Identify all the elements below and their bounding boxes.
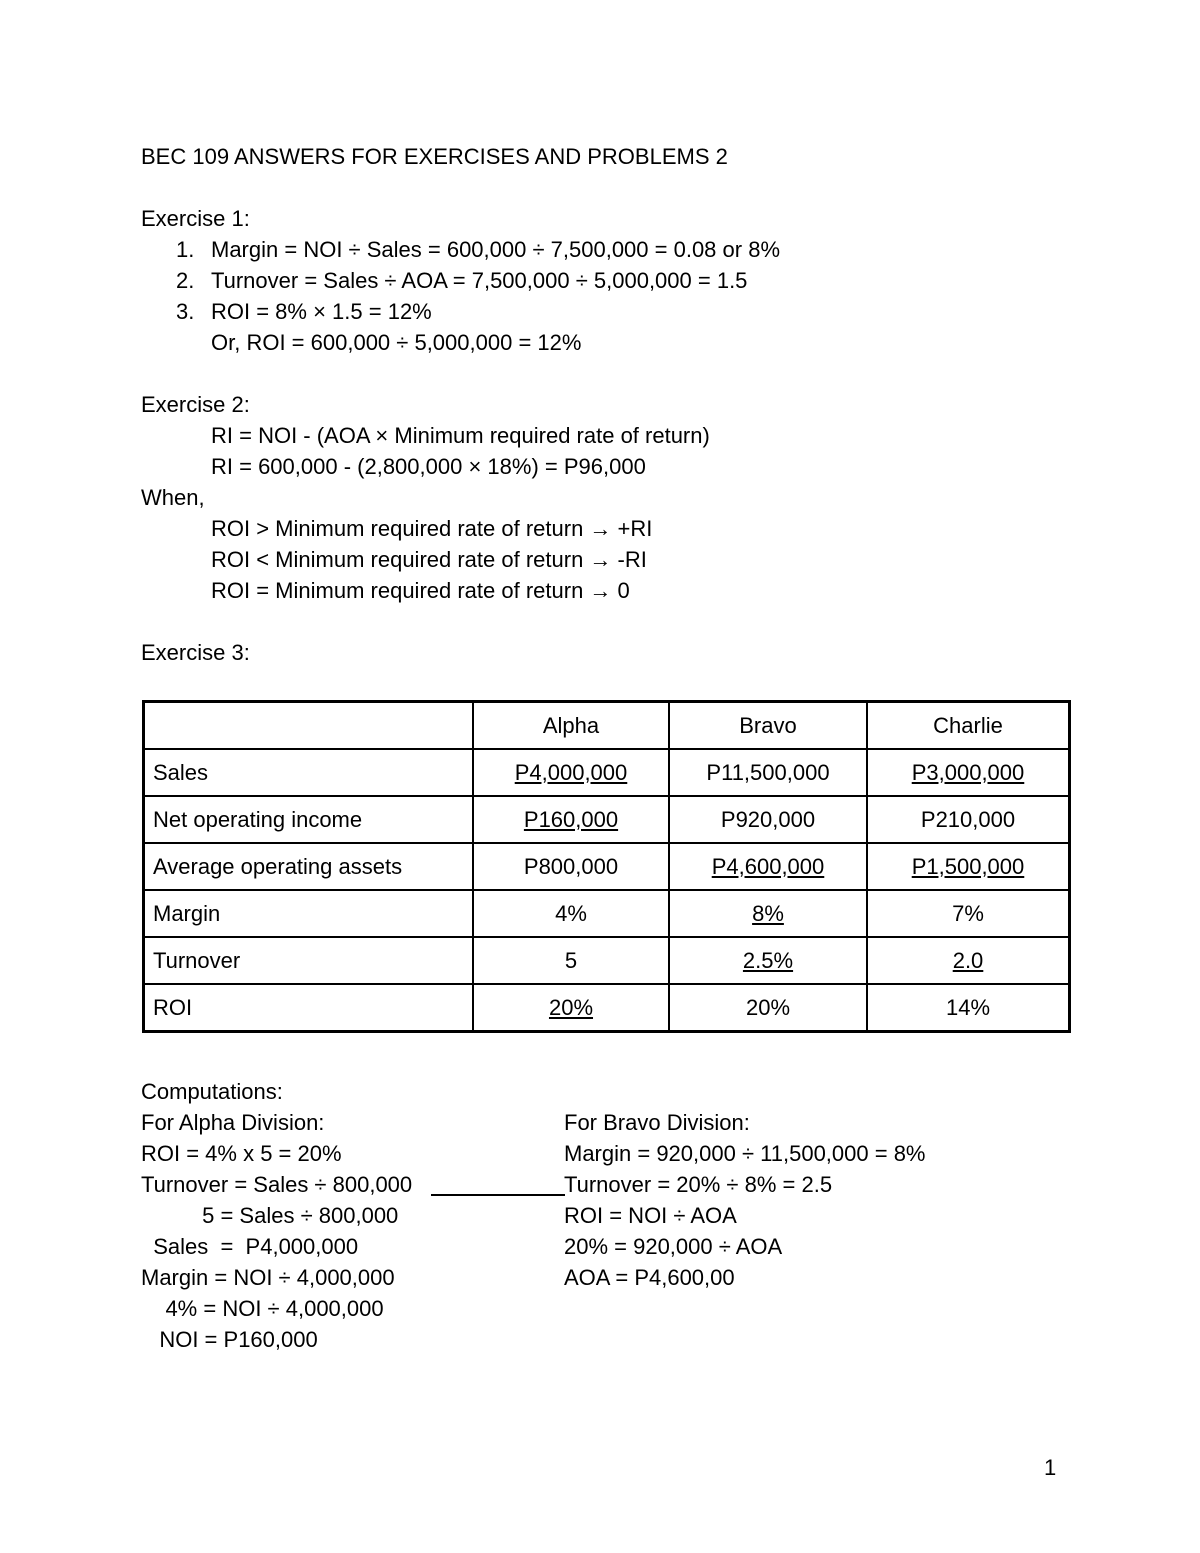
exercise-2-when: When, xyxy=(141,485,205,510)
bravo-computation-line: 20% = 920,000 ÷ AOA xyxy=(564,1234,783,1259)
table-cell: P160,000 xyxy=(473,796,669,843)
table-cell: P210,000 xyxy=(867,796,1070,843)
table-row xyxy=(144,796,1070,843)
document-title: BEC 109 ANSWERS FOR EXERCISES AND PROBLEMS 2 xyxy=(141,144,728,169)
table-cell: 4% xyxy=(473,890,669,937)
table-cell: P11,500,000 xyxy=(669,749,867,796)
bravo-computation-line: Turnover = 20% ÷ 8% = 2.5 xyxy=(564,1172,833,1197)
table-cell: P800,000 xyxy=(473,843,669,890)
exercise-2-case: ROI > Minimum required rate of return → +RI xyxy=(211,516,653,541)
row-label: ROI xyxy=(144,984,474,1032)
row-label: Average operating assets xyxy=(144,843,474,890)
bravo-computation-line: AOA = P4,600,00 xyxy=(564,1265,735,1290)
alpha-computation-line: 5 = Sales ÷ 800,000 xyxy=(141,1203,399,1228)
table-cell: 14% xyxy=(867,984,1070,1032)
alpha-computation-line: Sales = P4,000,000 xyxy=(141,1234,359,1259)
bravo-computation-line: ROI = NOI ÷ AOA xyxy=(564,1203,737,1228)
row-label: Margin xyxy=(144,890,474,937)
bravo-computation-line: Margin = 920,000 ÷ 11,500,000 = 8% xyxy=(564,1141,926,1166)
table-header-cell xyxy=(144,702,474,750)
exercise-3-heading: Exercise 3: xyxy=(141,640,250,665)
table-row xyxy=(144,890,1070,937)
row-label: Net operating income xyxy=(144,796,474,843)
table-cell: P3,000,000 xyxy=(867,749,1070,796)
exercise-2-case: ROI = Minimum required rate of return → 0 xyxy=(211,578,630,603)
table-cell: P920,000 xyxy=(669,796,867,843)
table-cell: 5 xyxy=(473,937,669,984)
fill-in-underline xyxy=(431,1194,565,1196)
table-cell: 2.0 xyxy=(867,937,1070,984)
alpha-computation-line: ROI = 4% x 5 = 20% xyxy=(141,1141,342,1166)
alpha-computation-line: 4% = NOI ÷ 4,000,000 xyxy=(141,1296,384,1321)
table-row xyxy=(144,843,1070,890)
list-number: 1. xyxy=(176,237,195,262)
table-row xyxy=(144,749,1070,796)
page-number: 1 xyxy=(1044,1455,1057,1480)
exercise-1-item: ROI = 8% × 1.5 = 12% xyxy=(211,299,432,324)
table-cell: 7% xyxy=(867,890,1070,937)
alpha-computation-line: NOI = P160,000 xyxy=(141,1327,318,1352)
table-cell: 8% xyxy=(669,890,867,937)
exercise-2-case: ROI < Minimum required rate of return → -RI xyxy=(211,547,647,572)
table-header-cell: Alpha xyxy=(473,702,669,750)
table-row xyxy=(144,937,1070,984)
exercise-1-alt: Or, ROI = 600,000 ÷ 5,000,000 = 12% xyxy=(211,330,582,355)
exercise-2-formula: RI = NOI - (AOA × Minimum required rate of return) xyxy=(211,423,710,448)
table-row xyxy=(144,984,1070,1032)
alpha-computation-line: Turnover = Sales ÷ 800,000 xyxy=(141,1172,413,1197)
table-cell: 20% xyxy=(669,984,867,1032)
exercise-2-calc: RI = 600,000 - (2,800,000 × 18%) = P96,000 xyxy=(211,454,646,479)
exercise-1-item: Margin = NOI ÷ Sales = 600,000 ÷ 7,500,000 = 0.08 or 8% xyxy=(211,237,781,262)
list-number: 3. xyxy=(176,299,195,324)
exercise-2-heading: Exercise 2: xyxy=(141,392,250,417)
table-cell: P4,000,000 xyxy=(473,749,669,796)
table-header-cell: Charlie xyxy=(867,702,1070,750)
computations-heading: Computations: xyxy=(141,1079,283,1104)
alpha-computation-line: For Alpha Division: xyxy=(141,1110,325,1135)
list-number: 2. xyxy=(176,268,195,293)
table-cell: P4,600,000 xyxy=(669,843,867,890)
table-header-row xyxy=(144,702,1070,750)
table-header-cell: Bravo xyxy=(669,702,867,750)
table-cell: P1,500,000 xyxy=(867,843,1070,890)
row-label: Sales xyxy=(144,749,474,796)
exercise-1-heading: Exercise 1: xyxy=(141,206,250,231)
table-cell: 2.5% xyxy=(669,937,867,984)
exercise-1-item: Turnover = Sales ÷ AOA = 7,500,000 ÷ 5,000,000 = 1.5 xyxy=(211,268,748,293)
alpha-computation-line: Margin = NOI ÷ 4,000,000 xyxy=(141,1265,395,1290)
row-label: Turnover xyxy=(144,937,474,984)
table-cell: 20% xyxy=(473,984,669,1032)
bravo-computation-line: For Bravo Division: xyxy=(564,1110,750,1135)
exercise-3-table xyxy=(142,700,1071,1033)
